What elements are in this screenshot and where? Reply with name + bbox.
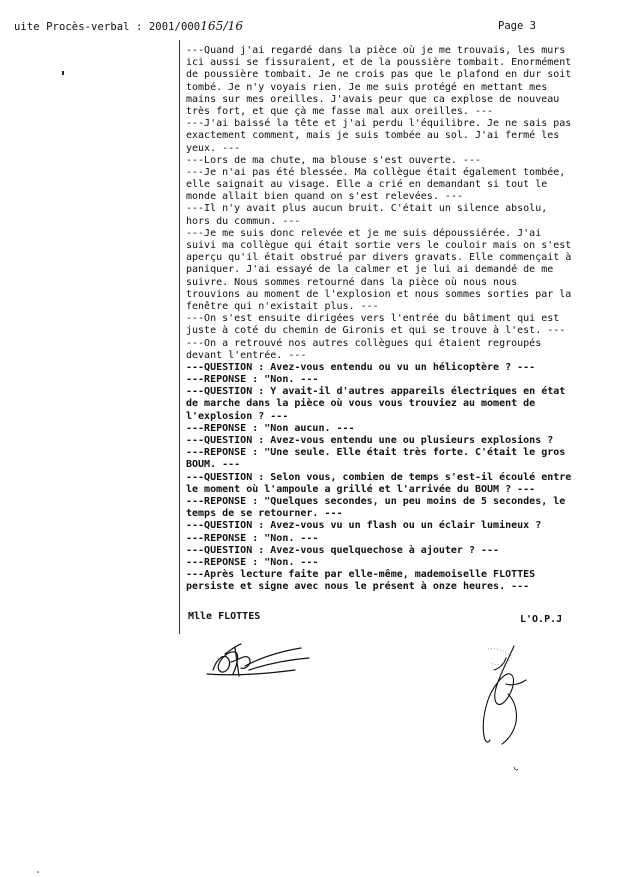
statement-line: ---QUESTION : Selon vous, combien de temps s'est-il écoulé entre [186,471,572,483]
statement-line: ---REPONSE : "Une seule. Elle était très forte. C'était le gros [186,447,566,459]
statement-line: ---QUESTION : Avez-vous entendu ou vu un hélicoptère ? --- [186,361,536,373]
statement-line: suivi ma collègue qui était sortie vers le couloir mais on s'est [186,240,572,251]
handwritten-reference: 165/16 [200,19,244,33]
statement-line: ---QUESTION : Avez-vous quelquechose à ajouter ? --- [186,544,500,556]
statement-line: ---Après lecture faite par elle-même, mademoiselle FLOTTES [186,569,536,581]
statement-line: exactement comment, mais je suis tombée au sol. J'ai fermé les [186,130,560,142]
statement-line: juste à coté du chemin de Gironis et qui se trouve à l'est. --- [186,325,566,337]
statement-line: ---On s'est ensuite dirigées vers l'entrée du bâtiment qui est [186,313,560,325]
statement-line: paniquer. J'ai essayé de la calmer et je lui ai demandé de me [186,264,554,276]
statement-line: de poussière tombait. Je ne crois pas que le plafond en dur soit [186,69,572,81]
statement-line: très fort, et que çà me fasse mal aux oreilles. --- [186,105,494,117]
statement-line: ---On a retrouvé nos autres collègues qui étaient regroupés [186,337,542,349]
statement-line: ---Lors de ma chute, ma blouse s'est ouverte. --- [186,154,482,166]
statement-line: ici aussi se fissuraient, et de la poussière tombait. Enormément [186,57,572,69]
stray-dot [36,870,40,874]
statement-line: ---QUESTION : Avez-vous vu un flash ou un éclair lumineux ? [186,520,542,532]
statement-line: monde allait bien quand on s'est relevées. --- [186,191,463,203]
statement-line: ---Je n'ai pas été blessée. Ma collègue était également tombée, [186,166,566,178]
stamp-mark [486,645,516,670]
statement-line: yeux. --- [186,142,241,154]
page-number: Page 3 [498,20,536,32]
statement-line: ---QUESTION : Avez-vous entendu une ou plusieurs explosions ? [186,435,554,446]
statement-line: ---REPONSE : "Non. --- [186,374,319,386]
statement-line: ---Il n'y avait plus aucun bruit. C'était un silence absolu, [186,203,548,215]
statement-line: ---REPONSE : "Non. --- [186,532,319,544]
statement-line: hors du commun. --- [186,215,301,227]
statement-line: mains sur mes oreilles. J'avais peur que ca explose de nouveau [186,93,560,105]
witness-name: Mlle FLOTTES [188,611,261,622]
statement-line: temps de se retourner. --- [186,508,343,520]
statement-line: de marche dans la pièce où vous vous trouviez au moment de [186,398,536,410]
statement-line: devant l'entrée. --- [186,349,307,361]
statement-line: ---QUESTION : Y avait-il d'autres appareils électriques en état [186,386,566,398]
header-title: uite Procès-verbal : 2001/000 [14,21,201,33]
statement-line: aperçu qu'il était obstrué par divers gravats. Elle commençait à [186,252,572,264]
officer-label: L'O.P.J [520,614,563,625]
statement-line: ---REPONSE : "Non aucun. --- [186,422,355,434]
statement-line: persiste et signe avec nous le présent à onze heures. --- [186,581,530,593]
statement-line: l'explosion ? --- [186,410,289,422]
statement-line: ---Quand j'ai regardé dans la pièce où je me trouvais, les murs [186,45,566,56]
statement-line: tombé. Je n'y voyais rien. Je me suis protégé en mettant mes [186,81,548,93]
statement-line: fenêtre qui n'existait plus. --- [186,300,379,312]
document-header [14,19,243,33]
margin-mark [62,71,64,75]
statement-line: ---J'ai baissé la tête et j'ai perdu l'équilibre. Je ne sais pas [186,118,572,130]
statement-line: ---Je me suis donc relevée et je me suis dépoussiérée. J'ai [186,227,542,239]
statement-line: elle saignait au visage. Elle a crié en demandant si tout le [186,179,548,191]
statement-line: ---REPONSE : "Non. --- [186,556,319,568]
statement-line: le moment où l'ampoule a grillé et l'arrivée du BOUM ? --- [186,483,536,495]
stray-mark [512,765,520,773]
statement-body [186,45,590,593]
margin-rule [179,40,180,634]
statement-line: BOUM. --- [186,459,241,471]
statement-line: ---REPONSE : "Quelques secondes, un peu moins de 5 secondes, le [186,495,566,507]
statement-line: trouvions au moment de l'explosion et nous sommes sorties par la [186,288,572,300]
statement-line: suivre. Nous sommes retourné dans la pièce où nous nous [186,276,518,288]
witness-signature [205,640,315,685]
